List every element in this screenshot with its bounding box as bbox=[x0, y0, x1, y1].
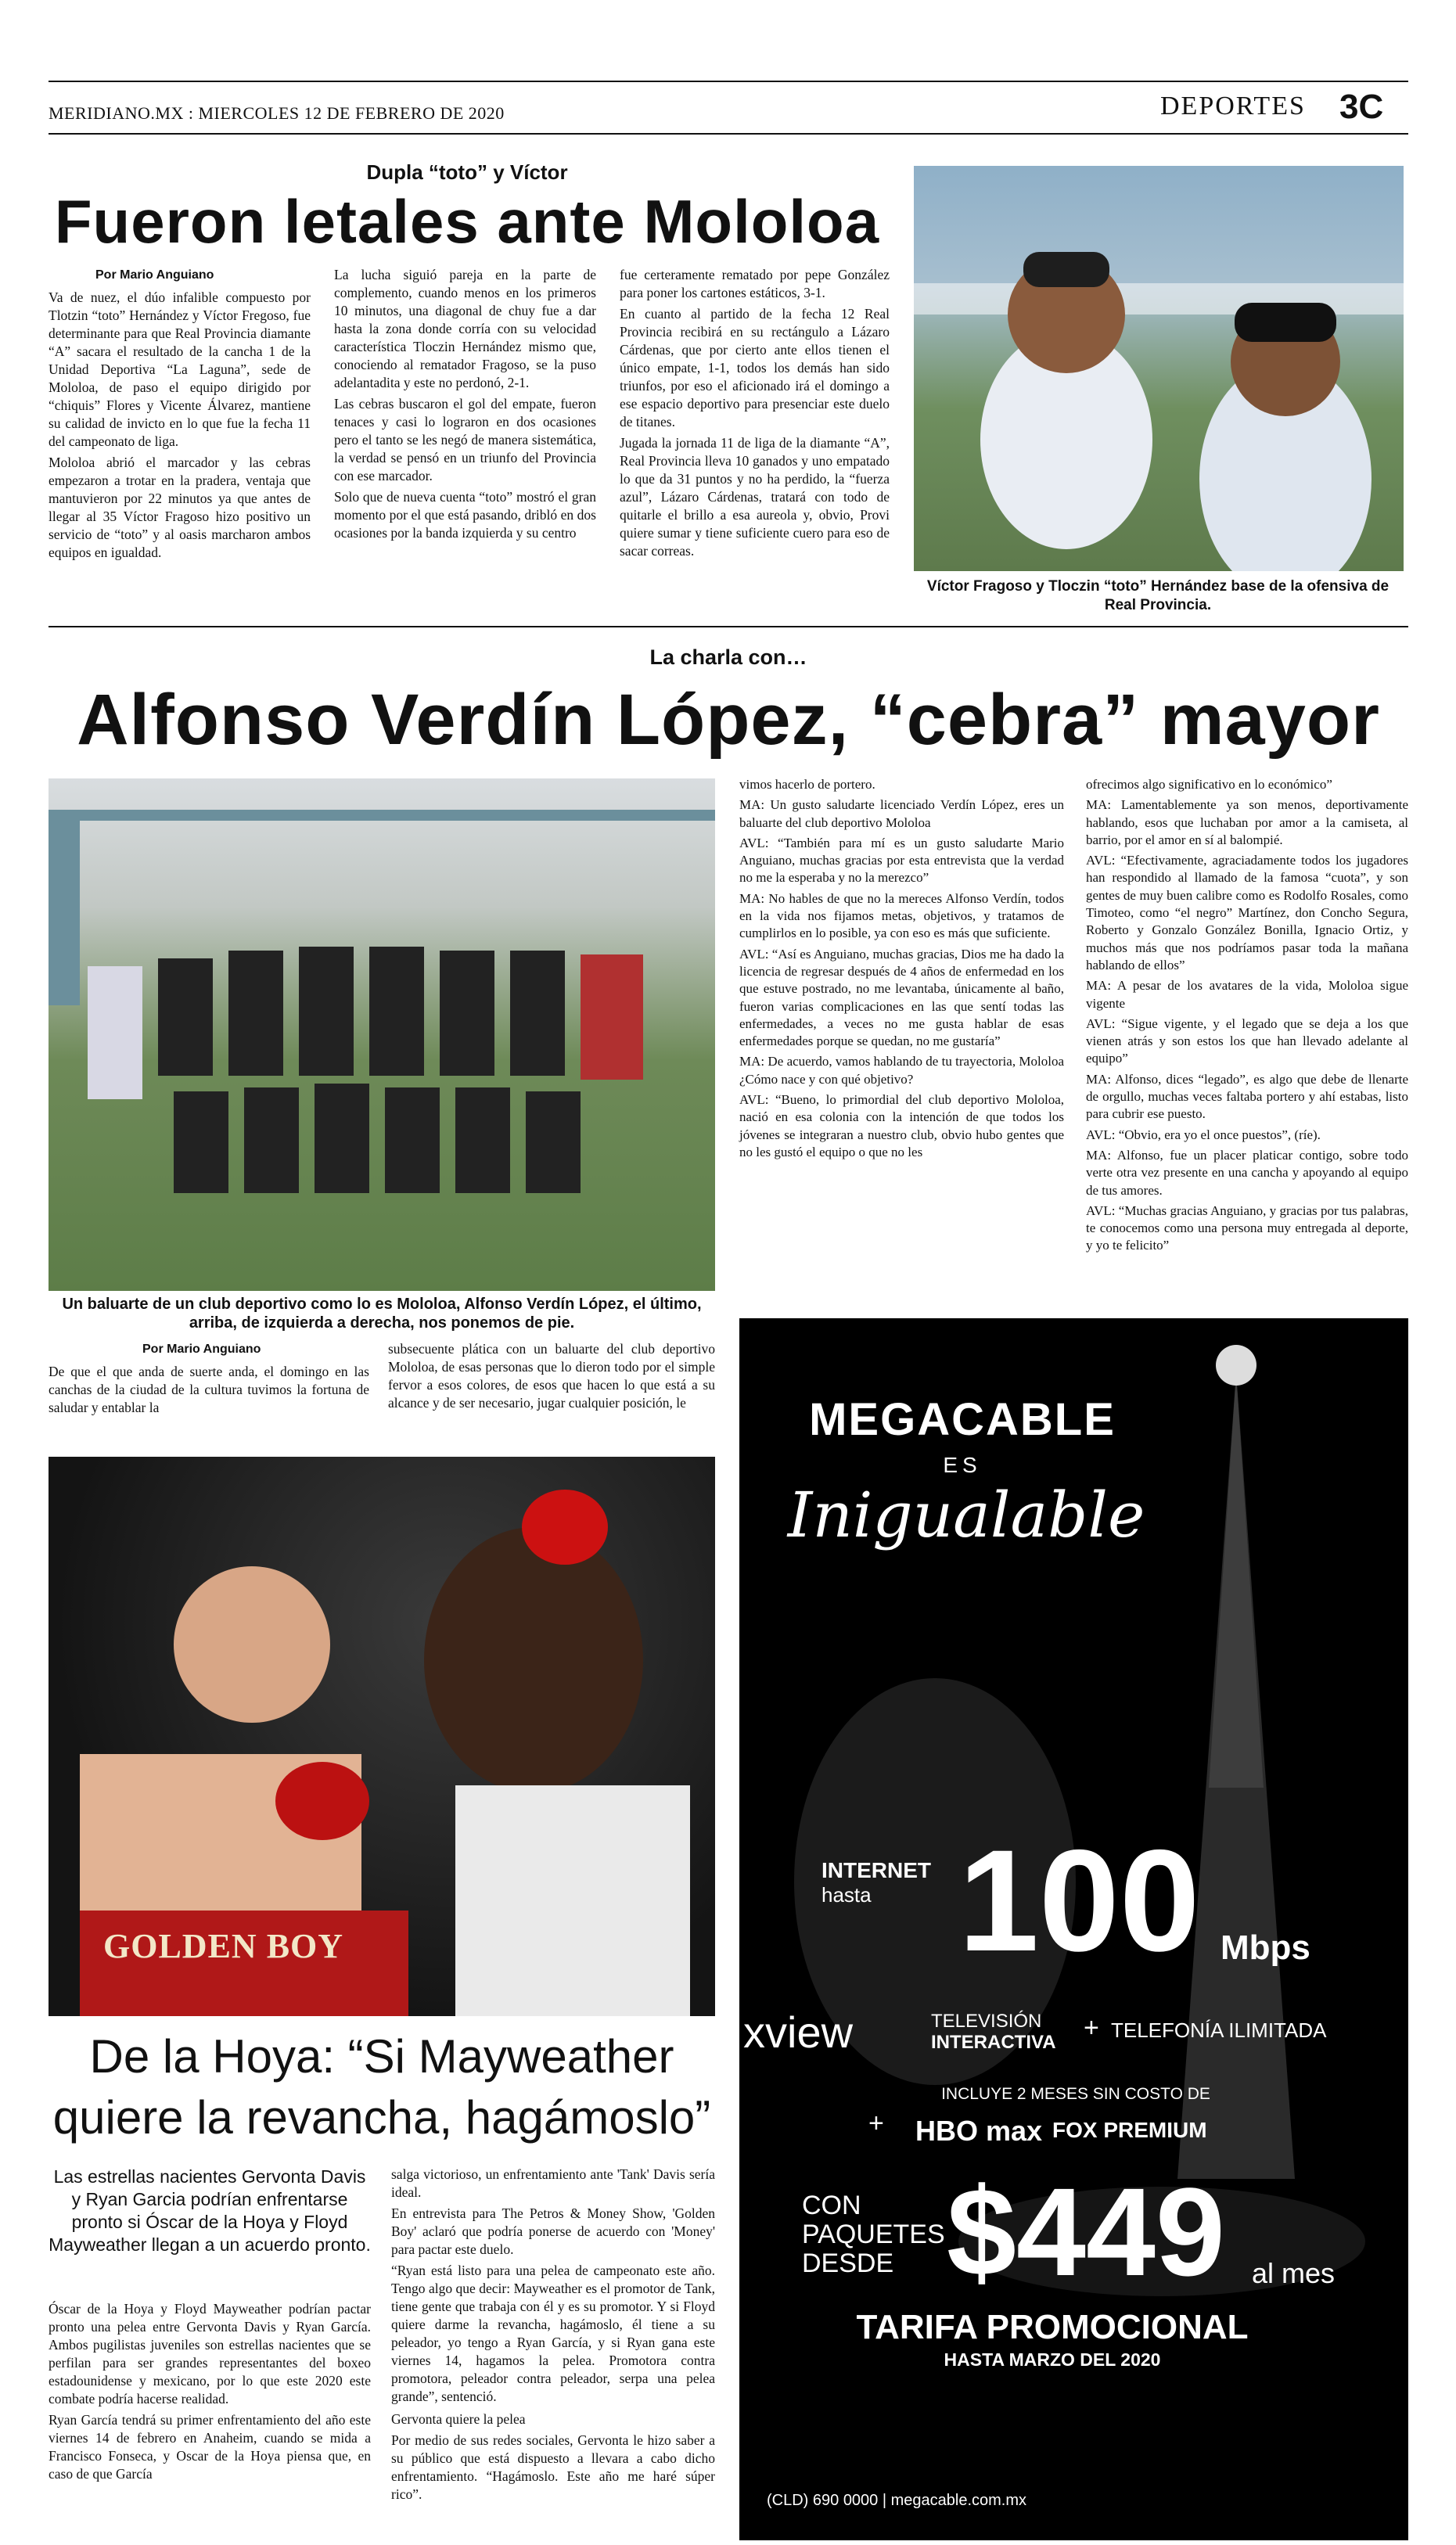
masthead-bottom-rule bbox=[49, 133, 1408, 135]
ad-price: $449 bbox=[947, 2162, 1225, 2302]
top-rule bbox=[49, 81, 1408, 82]
paragraph: fue certeramente rematado por pepe González para poner los cartones estáticos, 3-1. bbox=[620, 267, 890, 300]
ad-tv-line2: INTERACTIVA bbox=[931, 2032, 1056, 2053]
ad-brand: MEGACABLE bbox=[809, 1394, 1116, 1445]
story3-col2 bbox=[391, 2166, 715, 2507]
paragraph: MA: Alfonso, fue un placer platicar contigo, sobre todo verte otra vez presente en una cancha y apoyando al equipo de tus amores. bbox=[1086, 1147, 1408, 1198]
xview-logo: xview bbox=[743, 2008, 854, 2057]
paragraph: La lucha siguió pareja en la parte de complemento, cuando menos en los primeros 10 minutos, una diagonal de chuy fue a dar hasta la zona donde corría con su velocidad característica Tloczin Hernández mismo que, conociendo al rematador Fragoso, se la puso adelantadita y este no perdonó, 2-1. bbox=[334, 267, 596, 390]
subhead: Gervonta quiere la pelea bbox=[391, 2411, 526, 2427]
paragraph: AVL: “También para mí es un gusto saludarte Mario Anguiano, muchas gracias por esta entrevista que la verdad no me la esperaba y no la merezco” bbox=[739, 835, 1064, 886]
story1-byline: Por Mario Anguiano bbox=[95, 268, 214, 282]
story2-intro-right bbox=[388, 1340, 715, 1415]
section-name: DEPORTES bbox=[1160, 92, 1306, 120]
ad-hasta-marzo: HASTA MARZO DEL 2020 bbox=[944, 2349, 1161, 2370]
ad-es: ES bbox=[943, 1453, 982, 1477]
paragraph: Por medio de sus redes sociales, Gervonta le hizo saber a su público que está dispuesto a llevara a cabo dicho enfrentamiento. “Hagámoslo. Este año me haré súper rico”. bbox=[391, 2432, 715, 2502]
ad-plus-2: + bbox=[868, 2108, 884, 2138]
ad-per-month: al mes bbox=[1252, 2257, 1336, 2289]
boxing-photo bbox=[49, 1457, 715, 2016]
story1-photo-caption: Víctor Fragoso y Tloczin “toto” Hernández base de la ofensiva de Real Provincia. bbox=[926, 578, 1389, 613]
paragraph: AVL: “Sigue vigente, y el legado que se deja a los que vienen atrás y son estos los que han llevado adelante al equipo” bbox=[1086, 1015, 1408, 1066]
ad-telefonia: TELEFONÍA ILIMITADA bbox=[1111, 2018, 1327, 2042]
story3-headline: De la Hoya: “Si Mayweather quiere la revancha, hagámoslo” bbox=[52, 2030, 711, 2144]
ad-tv-line1: TELEVISIÓN bbox=[931, 2011, 1042, 2032]
story2-col4 bbox=[1086, 776, 1408, 1258]
story2-kicker: La charla con… bbox=[649, 645, 807, 669]
paragraph: AVL: “Muchas gracias Anguiano, y gracias por tus palabras, te conocemos como una persona muy entregada al deporte, y yo te felicito” bbox=[1086, 1202, 1408, 1253]
paragraph: Ryan García tendrá su primer enfrentamiento del año este viernes 14 de febrero en Anaheim, cuando se mida a Francisco Fonseca, y Oscar de la Hoya piensa que, en caso de que García bbox=[49, 2412, 371, 2482]
story1-kicker: Dupla “toto” y Víctor bbox=[366, 160, 568, 184]
story1-col1 bbox=[49, 266, 311, 565]
ad-paquetes: PAQUETES bbox=[802, 2220, 945, 2249]
players-photo bbox=[914, 166, 1404, 571]
paragraph: En entrevista para The Petros & Money Show, 'Golden Boy' aclaró que podría ponerse de acuerdo con 'Money' para pactar este duelo. bbox=[391, 2205, 715, 2257]
players-illustration bbox=[914, 166, 1404, 571]
story3-col1 bbox=[49, 2300, 371, 2486]
ad-phone[interactable]: (CLD) 690 0000 | megacable.com.mx bbox=[767, 2492, 1027, 2509]
ad-internet-label: INTERNET bbox=[821, 1858, 931, 1882]
paragraph: En cuanto al partido de la fecha 12 Real Provincia recibirá en su rectángulo a Lázaro Cárdenas, que por cierto ante ellos tienen el único empate, 1-1, todos los demás han sido triunfos, por eso el aficionado irá el domingo a ese espacio deportivo para presenciar este duelo de titanes. bbox=[620, 306, 890, 430]
paragraph: AVL: “Efectivamente, agraciadamente todos los jugadores han respondido al llamado de la famosa “cuota”, y son gentes de muy buen calibre como es Rodolfo Rosales, como Timoteo, como “el negro” Martínez, don Concho Segura, Roberto y Gonzalo González Bonilla, Ignacio Ortiz, y muchos más que nos podríamos pasar toda la mañana hablando de ellos” bbox=[1086, 853, 1408, 972]
paragraph: MA: A pesar de los avatares de la vida, Mololoa sigue vigente bbox=[1086, 978, 1408, 1011]
paragraph: ofrecimos algo significativo en lo económico” bbox=[1086, 777, 1332, 792]
ad-speed-unit: Mbps bbox=[1221, 1929, 1310, 1967]
paragraph: AVL: “Obvio, era yo el once puestos”, (ríe). bbox=[1086, 1127, 1321, 1142]
story2-photo-caption: Un baluarte de un club deportivo como lo es Mololoa, Alfonso Verdín López, el último, arriba, de izquierda a derecha, nos ponemos de pie. bbox=[62, 1296, 702, 1332]
ad-desde: DESDE bbox=[802, 2248, 894, 2278]
paragraph: Jugada la jornada 11 de liga de la diamante “A”, Real Provincia lleva 10 ganados y uno empatado lo que da 31 puntos y no ha perdido, la “fuerza azul”, Lázaro Cárdenas, tratará con todo de quitarle el brillo a esa aureola y, obvio, Provi quiere sumar y tiene suficiente cuero para eso de sacar correas. bbox=[620, 435, 890, 559]
paragraph: Mololoa abrió el marcador y las cebras empezaron a trotar en la pradera, ventaja que mantuvieron por 22 minutos ya que antes de llegar al 35 Víctor Fragoso hizo positivo un servicio de “toto” y al oasis marcharon ambos equipos en igualdad. bbox=[49, 455, 311, 560]
ad-plus-1: + bbox=[1084, 2013, 1099, 2043]
story1-col2 bbox=[334, 266, 596, 545]
paragraph: subsecuente plática con un baluarte del club deportivo Mololoa, de esas personas que lo dieron todo por el simple fervor a esos colores, de esos que hacen lo que está a su alcance y de ser necesario, jugar cualquier posición, le bbox=[388, 1341, 715, 1411]
paragraph: MA: De acuerdo, vamos hablando de tu trayectoria, Mololoa ¿Cómo nace y con qué objetivo? bbox=[739, 1054, 1064, 1087]
ad-slogan: Inigualable bbox=[787, 1479, 1145, 1551]
story3-deck: Las estrellas nacientes Gervonta Davis y Ryan Garcia podrían enfrentarse pronto si Óscar de la Hoya y Floyd Mayweather llegan a un acuerdo pronto. bbox=[49, 2166, 371, 2255]
team-illustration bbox=[49, 778, 715, 1291]
paragraph: MA: Alfonso, dices “legado”, es algo que debe de llenarte de orgullo, muchas veces faltaba portero y ahí estabas, listo para cubrir ese puesto. bbox=[1086, 1071, 1408, 1122]
paragraph: Va de nuez, el dúo infalible compuesto por Tlotzin “toto” Hernández y Víctor Fregoso, fue determinante para que Real Provincia diamante “A” sacara el resultado de la cancha 1 de la Unidad Deportiva “La Laguna”, sede de Mololoa, de paso el equipo dirigido por “chiquis” Flores y Vicente Álvarez, mantiene su calidad de invicto en lo que fue la fecha 11 del campeonato de liga. bbox=[49, 289, 311, 449]
team-photo bbox=[49, 778, 715, 1291]
megacable-ad[interactable] bbox=[739, 1318, 1408, 2540]
trunks-text: GOLDEN BOY bbox=[103, 1927, 344, 1965]
paragraph: vimos hacerlo de portero. bbox=[739, 777, 875, 792]
paragraph: De que el que anda de suerte anda, el domingo en las canchas de la ciudad de la cultura tuvimos la fortuna de saludar y entablar la bbox=[49, 1364, 369, 1415]
ad-con: CON bbox=[802, 2191, 861, 2220]
paragraph: salga victorioso, un enfrentamiento ante 'Tank' Davis sería ideal. bbox=[391, 2166, 715, 2200]
story1-col3 bbox=[620, 266, 890, 563]
paragraph: Solo que de nueva cuenta “toto” mostró el gran momento por el que está pasando, dribló en dos ocasiones por la banda izquierda y su centro bbox=[334, 489, 596, 541]
masthead-date: MERIDIANO.MX : MIERCOLES 12 DE FEBRERO DE 2020 bbox=[49, 103, 505, 123]
story2-byline: Por Mario Anguiano bbox=[142, 1343, 261, 1356]
paragraph: MA: No hables de que no la mereces Alfonso Verdín, todos en la vida nos fijamos metas, objetivos, y tratamos de cumplirlos en lo posible, ya con eso es más que suficiente. bbox=[739, 890, 1064, 941]
paragraph: MA: Un gusto saludarte licenciado Verdín López, eres un baluarte del club deportivo Mololoa bbox=[739, 797, 1064, 830]
paragraph: Óscar de la Hoya y Floyd Mayweather podrían pactar pronto una pelea entre Gervonta Davis y Ryan García. Ambos pugilistas juveniles son estrellas nacientes que se perfilan para ser grandes representantes del boxeo estadounidense y mexicano, por lo que este 2020 este combate podría hacerse realidad. bbox=[49, 2301, 371, 2407]
paragraph: Las cebras buscaron el gol del empate, fueron tenaces y casi lo lograron en dos ocasiones pero el tanto se les negó de manera sistemática, la verdad se pensó en un triunfo del Provincia con ese marcador. bbox=[334, 396, 596, 483]
ad-speed: 100 bbox=[958, 1821, 1200, 1982]
story2-headline: Alfonso Verdín López, “cebra” mayor bbox=[77, 680, 1380, 760]
ad-tarifa: TARIFA PROMOCIONAL bbox=[856, 2308, 1249, 2346]
story2-intro-left bbox=[49, 1340, 369, 1420]
paragraph: AVL: “Así es Anguiano, muchas gracias, Dios me ha dado la licencia de regresar después de 4 años de enfermedad en los que estuve postrado, no me levantaba, únicamente al baño, fueron varias complicaciones en las que sentí todas las enfermedades, a veces no me gusta hablar de esas enfermedades porque se quedan, no me gustaría” bbox=[739, 946, 1064, 1049]
fox-premium-logo: FOX PREMIUM bbox=[1052, 2118, 1207, 2142]
hbo-max-logo: HBO max bbox=[915, 2115, 1043, 2147]
divider-rule bbox=[49, 626, 1408, 627]
paragraph: MA: Lamentablemente ya son menos, deportivamente hablando, esos que luchaban por amor a la camiseta, al barrio, por el amor en sí al balompié. bbox=[1086, 797, 1408, 847]
story2-col3 bbox=[739, 776, 1064, 1164]
story1-headline: Fueron letales ante Mololoa bbox=[54, 187, 880, 256]
page-number: 3C bbox=[1339, 88, 1384, 126]
paragraph: AVL: “Bueno, lo primordial del club deportivo Mololoa, nació en esa colonia con la intención de que todos los jóvenes se integraran a nuestro club, obvio hubo gentes que no les gustó el equipo o que no les bbox=[739, 1092, 1064, 1159]
ad-incluye: INCLUYE 2 MESES SIN COSTO DE bbox=[941, 2085, 1210, 2103]
ad-hasta: hasta bbox=[821, 1883, 872, 1907]
paragraph: “Ryan está listo para una pelea de campeonato este año. Tengo algo que decir: Mayweather es el promotor de Tank, tiene gente que trabaja con él y es su promotor. Y si Floyd quiere darme la revancha, hagámoslo, él tiene a su peleador, yo tengo a Ryan García, y si Ryan gana este viernes 14, hagamos la pelea. Promotora contra promotora, peleador contra peleador, serpa una pelea grande”, sentenció. bbox=[391, 2263, 715, 2404]
